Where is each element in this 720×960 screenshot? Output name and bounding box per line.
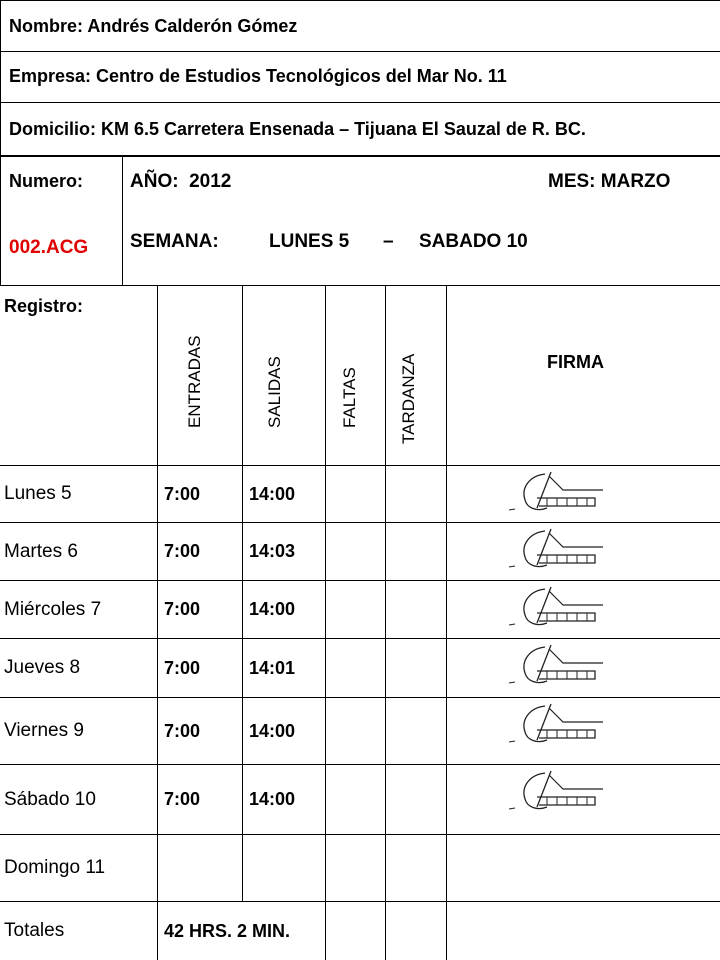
entrada-value: 7:00 [164,789,201,809]
tardanza-label: TARDANZA [399,353,418,444]
totales-firma-cell [447,902,720,960]
day-value: Miércoles 7 [4,598,102,620]
tardanza-cell [386,466,447,523]
entrada-value: 7:00 [164,599,201,619]
salida-cell [243,523,326,581]
salida-value: 14:00 [249,599,296,619]
totales-tardanza-cell [386,902,447,960]
day-value: Viernes 9 [4,720,84,741]
day-value: Martes 6 [4,540,78,562]
signature-drawing [507,583,603,629]
signature-drawing [507,468,603,514]
faltas-cell [326,835,386,902]
day-cell [0,581,158,639]
numero-cell [0,157,123,286]
column-divider [157,286,158,960]
salidas-label: SALIDAS [265,356,284,428]
tardanza-cell [386,523,447,581]
faltas-cell [326,765,386,835]
firma-cell [447,639,720,698]
salida-cell [243,835,326,902]
semana-fin: SABADO 10 [419,231,528,252]
entrada-value: 7:00 [164,657,201,678]
faltas-cell [326,581,386,639]
salida-cell [243,765,326,835]
totales-label-cell [0,902,158,960]
tardanza-cell [386,835,447,902]
firma-cell [447,765,720,835]
domicilio-text: Domicilio: KM 6.5 Carretera Ensenada – Tijuana El Sauzal de R. BC. [9,119,586,139]
registro-header-cell [0,286,158,466]
registro-label: Registro: [4,296,84,316]
firma-cell [447,698,720,765]
semana-inicio: LUNES 5 [269,231,350,252]
faltas-cell [326,698,386,765]
day-cell [0,639,158,698]
entrada-cell [158,765,243,835]
salida-cell [243,639,326,698]
firma-cell [447,835,720,902]
day-cell [0,698,158,765]
totales-value: 42 HRS. 2 MIN. [164,920,291,941]
totales-label: Totales [4,920,65,941]
entrada-value: 7:00 [164,720,201,741]
entrada-cell [158,581,243,639]
firma-cell [447,581,720,639]
salida-cell [243,581,326,639]
entrada-cell [158,698,243,765]
faltas-label: FALTAS [340,367,359,428]
nombre-field [0,0,720,52]
nombre-text: Nombre: Andrés Calderón Gómez [9,15,298,36]
day-cell [0,466,158,523]
domicilio-field [0,103,720,157]
salidas-header [243,286,326,466]
day-value: Lunes 5 [4,483,72,504]
signature-drawing [507,700,603,746]
day-cell [0,765,158,835]
faltas-cell [326,466,386,523]
day-cell [0,835,158,902]
day-value: Domingo 11 [4,857,106,878]
firma-cell [447,523,720,581]
empresa-field [0,51,720,103]
entrada-cell [158,466,243,523]
entradas-header [158,286,243,466]
signature-drawing [507,641,603,687]
numero-label: Numero: [9,171,84,191]
tardanza-cell [386,765,447,835]
tardanza-header [386,286,447,466]
salida-value: 14:03 [249,541,296,561]
signature-drawing [507,767,603,813]
entrada-value: 7:00 [164,541,201,561]
empresa-text: Empresa: Centro de Estudios Tecnológicos del Mar No. 11 [9,66,507,86]
semana-separator: – [383,231,394,252]
signature-drawing [507,525,603,571]
totales-faltas-cell [326,902,386,960]
firma-header [447,286,720,466]
firma-label: FIRMA [547,352,604,372]
entrada-cell [158,639,243,698]
entrada-cell [158,835,243,902]
semana-label: SEMANA: [130,231,219,252]
salida-value: 14:00 [249,720,296,741]
faltas-cell [326,639,386,698]
day-cell [0,523,158,581]
tardanza-cell [386,639,447,698]
day-value: Sábado 10 [4,788,96,810]
numero-value: 002.ACG [9,237,89,258]
faltas-cell [326,523,386,581]
entrada-cell [158,523,243,581]
tardanza-cell [386,698,447,765]
salida-cell [243,466,326,523]
mes-text: MES: MARZO [548,171,671,192]
entradas-label: ENTRADAS [185,335,204,428]
firma-cell [447,466,720,523]
anio-text: AÑO: 2012 [130,171,232,192]
entrada-value: 7:00 [164,483,201,504]
tardanza-cell [386,581,447,639]
salida-value: 14:01 [249,657,296,678]
faltas-header [326,286,386,466]
info-block [0,155,720,286]
day-value: Jueves 8 [4,657,81,678]
salida-cell [243,698,326,765]
salida-value: 14:00 [249,789,296,809]
totales-value-cell [158,902,326,960]
salida-value: 14:00 [249,483,296,504]
